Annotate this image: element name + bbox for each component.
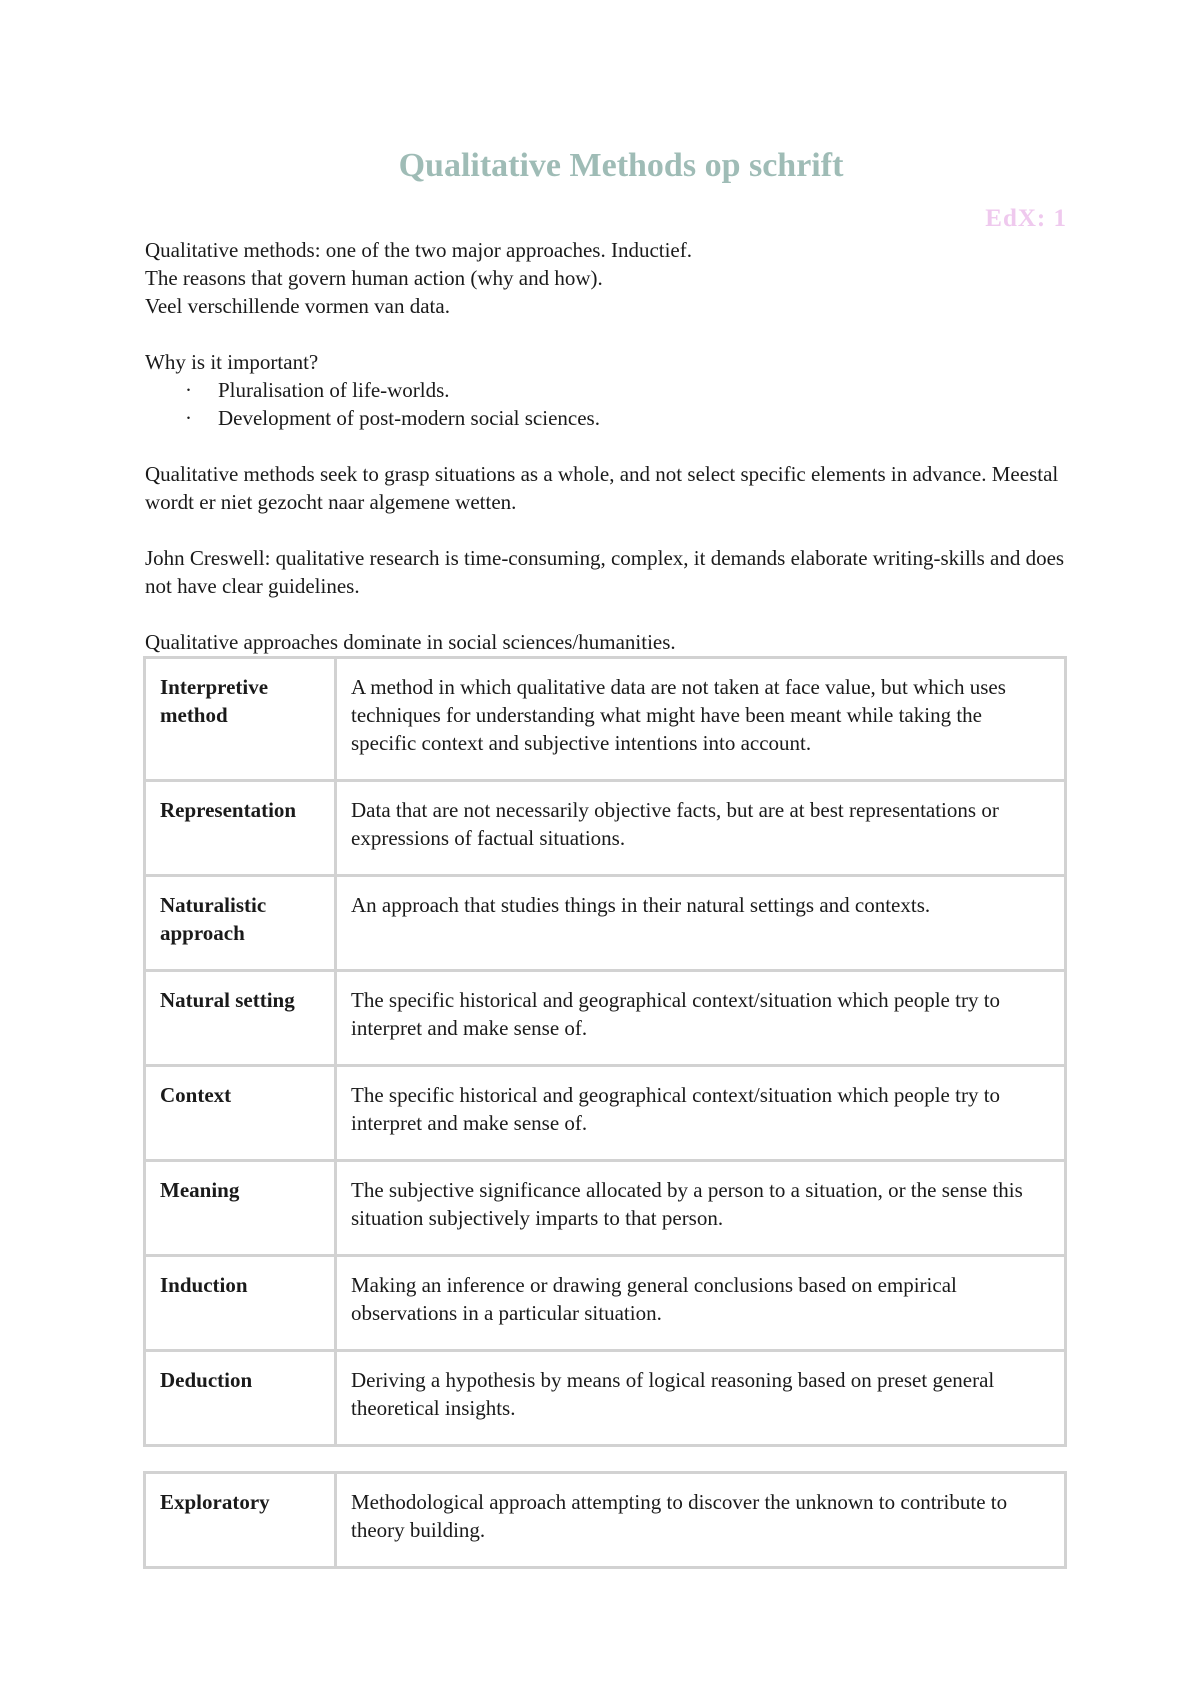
definition-cell: Deriving a hypothesis by means of logical reasoning based on preset general theoretical insights. bbox=[336, 1351, 1066, 1446]
list-item bbox=[145, 376, 1067, 404]
list-item bbox=[145, 404, 1067, 432]
bullet-icon: · bbox=[185, 406, 192, 430]
document-page bbox=[145, 140, 1067, 1569]
definition-cell: Data that are not necessarily objective facts, but are at best representations or expressions of factual situations. bbox=[336, 781, 1066, 876]
bullet-icon: · bbox=[185, 378, 192, 402]
table-row bbox=[145, 1066, 1066, 1161]
list-item-text: Pluralisation of life-worlds. bbox=[218, 378, 450, 402]
term-cell: Context bbox=[145, 1066, 336, 1161]
term-cell: Naturalistic approach bbox=[145, 876, 336, 971]
table-row bbox=[145, 971, 1066, 1066]
intro-line: The reasons that govern human action (why and how). bbox=[145, 266, 603, 290]
term-cell: Representation bbox=[145, 781, 336, 876]
definition-cell: The specific historical and geographical context/situation which people try to interpret and make sense of. bbox=[336, 971, 1066, 1066]
table-row bbox=[145, 781, 1066, 876]
term-cell: Exploratory bbox=[145, 1473, 336, 1568]
table-row bbox=[145, 1256, 1066, 1351]
definition-cell: Methodological approach attempting to discover the unknown to contribute to theory building. bbox=[336, 1473, 1066, 1568]
table-row bbox=[145, 1351, 1066, 1446]
definitions-table bbox=[143, 656, 1067, 1447]
term-cell: Meaning bbox=[145, 1161, 336, 1256]
term-cell: Induction bbox=[145, 1256, 336, 1351]
exploratory-table bbox=[143, 1471, 1067, 1569]
edx-label: EdX: 1 bbox=[985, 205, 1067, 232]
term-cell: Natural setting bbox=[145, 971, 336, 1066]
definition-cell: The specific historical and geographical context/situation which people try to interpret and make sense of. bbox=[336, 1066, 1066, 1161]
paragraph-dominate: Qualitative approaches dominate in social sciences/humanities. bbox=[145, 630, 676, 654]
paragraph-creswell: John Creswell: qualitative research is time-consuming, complex, it demands elaborate writing-skills and does not have clear guidelines. bbox=[145, 546, 1065, 598]
paragraph-whole: Qualitative methods seek to grasp situations as a whole, and not select specific elements in advance. Meestal wordt er niet gezocht naar algemene wetten. bbox=[145, 462, 1059, 514]
why-heading: Why is it important? bbox=[145, 350, 319, 374]
table-gap bbox=[145, 1447, 1067, 1471]
importance-list bbox=[145, 376, 1067, 432]
term-cell: Deduction bbox=[145, 1351, 336, 1446]
table-row bbox=[145, 1161, 1066, 1256]
intro-line: Veel verschillende vormen van data. bbox=[145, 294, 450, 318]
definition-cell: A method in which qualitative data are not taken at face value, but which uses techniques for understanding what might have been meant while taking the specific context and subjective intentions into account. bbox=[336, 658, 1066, 781]
definition-cell: The subjective significance allocated by a person to a situation, or the sense this situation subjectively imparts to that person. bbox=[336, 1161, 1066, 1256]
definition-cell: Making an inference or drawing general conclusions based on empirical observations in a particular situation. bbox=[336, 1256, 1066, 1351]
table-row bbox=[145, 658, 1066, 781]
intro-block bbox=[145, 236, 1067, 320]
term-cell: Interpretive method bbox=[145, 658, 336, 781]
list-item-text: Development of post-modern social sciences. bbox=[218, 406, 600, 430]
table-row bbox=[145, 876, 1066, 971]
document-title: Qualitative Methods op schrift bbox=[398, 147, 844, 184]
intro-line: Qualitative methods: one of the two major approaches. Inductief. bbox=[145, 238, 692, 262]
table-row bbox=[145, 1473, 1066, 1568]
definition-cell: An approach that studies things in their natural settings and contexts. bbox=[336, 876, 1066, 971]
